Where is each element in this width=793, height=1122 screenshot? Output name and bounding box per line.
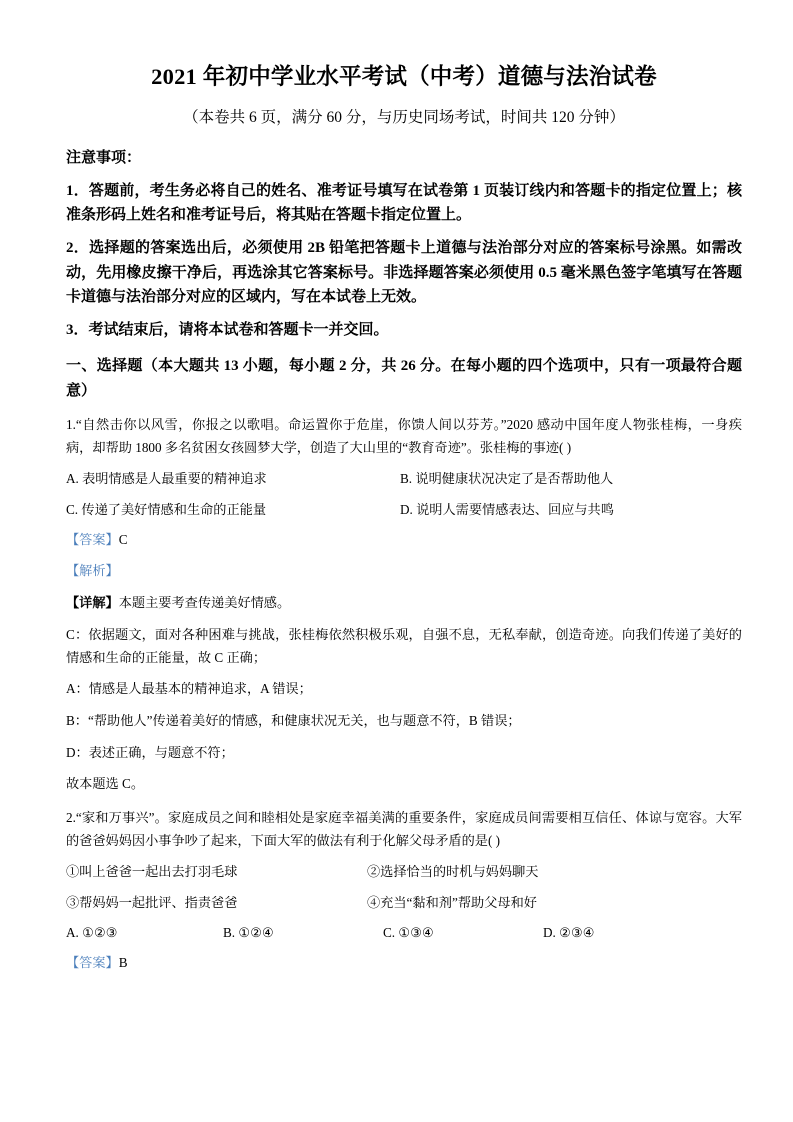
question-1-answer-label: 【答案】 (66, 531, 119, 547)
page-title: 2021 年初中学业水平考试（中考）道德与法治试卷 (151, 64, 657, 89)
question-1-explanation-conclusion: 故本题选 C。 (66, 776, 145, 792)
question-1-explanation-b: B：“帮助他人”传递着美好的情感，和健康状况无关，也与题意不符，B 错误； (66, 712, 521, 728)
page-subtitle: （本卷共 6 页，满分 60 分，与历史同场考试，时间共 120 分钟） (183, 109, 625, 127)
question-1-option-a[interactable]: A. 表明情感是人最重要的精神追求 (66, 471, 267, 487)
question-1-answer-value: C (118, 531, 128, 547)
page-content (66, 0, 742, 975)
question-2-statement-2[interactable]: ②选择恰当的时机与妈妈聊天 (367, 864, 539, 880)
question-1-detail (66, 583, 742, 615)
question-1 (66, 403, 742, 796)
question-2 (66, 796, 742, 974)
question-1-explanation-c: C：依据题文，面对各种困难与挑战，张桂梅依然积极乐观，自强不息，无私奉献，创造奇迹。向我们传递了美好的情感和生命的正能量，故 C 正确； (66, 626, 742, 665)
question-2-statement-3[interactable]: ③帮妈妈一起批评、指责爸爸 (66, 894, 238, 910)
question-1-detail-label: 【详解】 (66, 595, 119, 611)
question-2-answer-value: B (118, 954, 128, 970)
notice-item-2: 2．选择题的答案选出后，必须使用 2B 铅笔把答题卡上道德与法治部分对应的答案标号涂黑。如需改动，先用橡皮擦干净后，再选涂其它答案标号。非选择题答案必须使用 0.5 毫米黑色签字笔填写在答题卡道德与法治部分对应的区域内，写在本试卷上无效。 (66, 240, 742, 305)
question-1-explanation-d: D：表述正确，与题意不符； (66, 744, 234, 760)
question-1-analysis (66, 551, 742, 583)
section-heading-multiple-choice: 一、选择题（本大题共 13 小题，每小题 2 分，共 26 分。在每小题的四个选项中，只有一项最符合题意） (66, 358, 742, 399)
question-1-option-b[interactable]: B. 说明健康状况决定了是否帮助他人 (400, 471, 614, 487)
notice-heading: 注意事项： (66, 150, 142, 167)
question-1-analysis-label: 【解析】 (66, 563, 119, 579)
question-1-stem: 1.“自然击你以风雪，你报之以歌唱。命运置你于危崖，你馈人间以芬芳。”2020 感动中国年度人物张桂梅，一身疾病，却帮助 1800 多名贫困女孩圆梦大学，创造了大山里的“教育奇迹”。张桂梅的事迹( ) (66, 417, 742, 455)
question-1-option-d[interactable]: D. 说明人需要情感表达、回应与共鸣 (400, 501, 614, 517)
question-2-statement-1[interactable]: ①叫上爸爸一起出去打羽毛球 (66, 864, 238, 880)
question-1-options-row-1 (66, 459, 742, 489)
question-1-explanation-a: A：情感是人最基本的精神追求，A 错误； (66, 681, 312, 697)
question-2-choice-b[interactable]: B. ①②④ (223, 924, 274, 940)
question-2-choices (66, 913, 742, 943)
notice-item-1: 1．答题前，考生务必将自己的姓名、准考证号填写在试卷第 1 页装订线内和答题卡的指定位置上；核准条形码上姓名和准考证号后，将其贴在答题卡指定位置上。 (66, 182, 742, 223)
question-2-choice-d[interactable]: D. ②③④ (543, 924, 595, 940)
question-2-choice-a[interactable]: A. ①②③ (66, 924, 118, 940)
question-2-answer (66, 943, 742, 975)
notice-item-3: 3．考试结束后，请将本试卷和答题卡一并交回。 (66, 322, 389, 339)
question-2-choice-c[interactable]: C. ①③④ (383, 924, 434, 940)
question-1-option-c[interactable]: C. 传递了美好情感和生命的正能量 (66, 501, 267, 517)
question-1-options-row-2 (66, 490, 742, 520)
question-1-answer (66, 520, 742, 552)
question-2-stem: 2.“家和万事兴”。家庭成员之间和睦相处是家庭幸福美满的重要条件，家庭成员间需要相互信任、体谅与宽容。大军的爸爸妈妈因小事争吵了起来，下面大军的做法有利于化解父母矛盾的是( ) (66, 810, 742, 848)
question-2-statements-row-2 (66, 883, 742, 913)
question-2-answer-label: 【答案】 (66, 954, 119, 970)
question-2-statement-4[interactable]: ④充当“黏和剂”帮助父母和好 (367, 894, 537, 910)
question-1-detail-text: 本题主要考查传递美好情感。 (118, 595, 291, 611)
question-2-statements-row-1 (66, 852, 742, 882)
